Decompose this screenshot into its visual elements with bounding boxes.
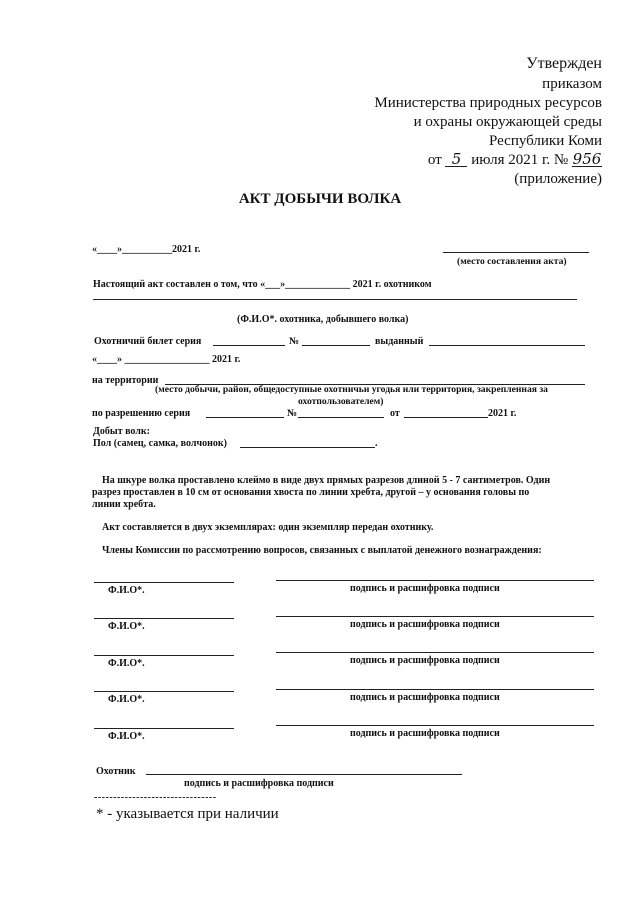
approval-line-1: Утвержден [526, 55, 602, 72]
approval-line-7: (приложение) [514, 171, 602, 187]
territory-label: на территории [92, 375, 159, 386]
ticket-no-label: № [289, 336, 300, 347]
commission-para: Члены Комиссии по рассмотрению вопросов, связанных с выплатой денежного вознаграждения: [102, 545, 542, 556]
approval-number: 956 [572, 150, 602, 168]
ticket-date-line: «____» _________________ 2021 г. [92, 354, 241, 365]
hunter-name-line [93, 299, 577, 300]
permit-date-line [404, 417, 488, 418]
member-2-fio: Ф.И.О*. [108, 621, 145, 632]
permit-number-line [298, 417, 384, 418]
member-4-sign: подпись и расшифровка подписи [350, 692, 500, 703]
member-1-sign: подпись и расшифровка подписи [350, 583, 500, 594]
approval-line-4: и охраны окружающей среды [413, 114, 602, 130]
permit-year: 2021 г. [488, 408, 517, 419]
member-5-sign: подпись и расшифровка подписи [350, 728, 500, 739]
place-line [443, 252, 589, 253]
member-3-fio: Ф.И.О*. [108, 658, 145, 669]
member-3-sign-line [276, 652, 594, 653]
place-caption: (место составления акта) [457, 256, 567, 267]
approval-day: 5 [445, 152, 467, 167]
permit-label: по разрешению серия [92, 408, 191, 419]
hunter-sign-line [146, 774, 462, 775]
member-4-fio-line [94, 691, 234, 692]
permit-series-line [206, 417, 284, 418]
member-2-fio-line [94, 618, 234, 619]
ticket-issued-label: выданный [375, 336, 424, 347]
permit-no-label: № [287, 408, 298, 419]
ticket-issued-line [429, 345, 585, 346]
approval-date-prefix: от [427, 152, 442, 168]
document-title: АКТ ДОБЫЧИ ВОЛКА [238, 191, 402, 207]
member-3-fio-line [94, 655, 234, 656]
member-1-fio-line [94, 582, 234, 583]
approval-line-3: Министерства природных ресурсов [374, 95, 602, 111]
territory-caption-2: охотпользователем) [298, 396, 384, 407]
ticket-number-line [302, 345, 370, 346]
fio-caption: (Ф.И.О*. охотника, добывшего волка) [237, 314, 409, 325]
approval-line-5: Республики Коми [489, 133, 602, 149]
copies-para: Акт составляется в двух экземплярах: один экземпляр передан охотнику. [102, 522, 434, 533]
intro-line: Настоящий акт составлен о том, что «___»_____________ 2021 г. охотником [93, 279, 432, 290]
member-1-fio: Ф.И.О*. [108, 585, 145, 596]
stamp-para-2: разрез проставлен в 10 см от основания хвоста по линии хребта, другой – у основания головы по [92, 487, 530, 498]
footnote-rule: -------------------------------- [94, 792, 217, 803]
ticket-series-line [213, 345, 285, 346]
permit-from-label: от [390, 408, 400, 419]
stamp-para-3: линии хребта. [92, 499, 156, 510]
stamp-para-1: На шкуре волка проставлено клеймо в виде двух прямых разрезов длиной 5 - 7 сантиметров. Один [102, 475, 551, 486]
approval-date-line [428, 151, 602, 170]
territory-caption-1: (место добычи, район, общедоступные охотничьи угодья или территория, закрепленная за [155, 384, 548, 395]
member-4-sign-line [276, 689, 594, 690]
approval-month-year: июля 2021 г. № [471, 152, 569, 168]
hunter-label: Охотник [96, 766, 136, 777]
ticket-series-label: Охотничий билет серия [94, 336, 202, 347]
member-4-fio: Ф.И.О*. [108, 694, 145, 705]
footnote: * - указывается при наличии [96, 806, 279, 822]
member-2-sign: подпись и расшифровка подписи [350, 619, 500, 630]
member-2-sign-line [276, 616, 594, 617]
wolf-sex-line [240, 447, 375, 448]
member-3-sign: подпись и расшифровка подписи [350, 655, 500, 666]
member-5-sign-line [276, 725, 594, 726]
act-date-line: «____»__________2021 г. [92, 244, 201, 255]
member-5-fio: Ф.И.О*. [108, 731, 145, 742]
wolf-sex-dot: . [375, 438, 378, 449]
member-1-sign-line [276, 580, 594, 581]
wolf-label: Добыт волк: [93, 426, 151, 437]
hunter-sign-caption: подпись и расшифровка подписи [184, 778, 334, 789]
wolf-sex-label: Пол (самец, самка, волчонок) [93, 438, 227, 449]
approval-line-2: приказом [542, 76, 602, 92]
member-5-fio-line [94, 728, 234, 729]
